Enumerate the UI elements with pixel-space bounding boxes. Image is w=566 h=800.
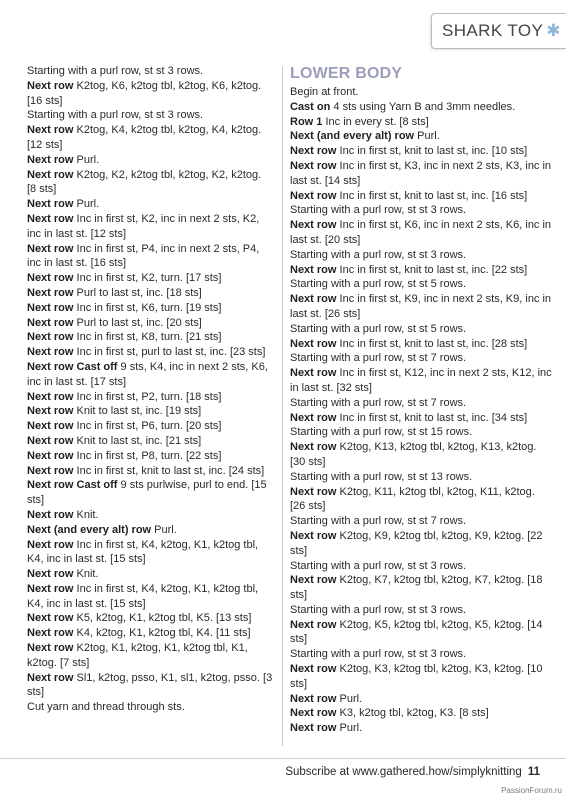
instruction-line [27,567,273,582]
instruction-line [27,419,273,434]
page-number: 11 [527,766,540,778]
row-text: K2tog, K1, k2tog, K1, k2tog tbl, K1, k2tog. [7 sts] [27,642,248,669]
row-text: Inc in first st, K6, inc in next 2 sts, K6, inc in last st. [20 sts] [290,219,552,246]
row-text: Starting with a purl row, st st 3 rows. [27,109,204,122]
row-label: Next row [27,168,74,181]
row-text: Inc in first st, knit to last st, inc. [24 sts] [73,464,265,477]
instruction-line [290,189,552,204]
instruction-line [290,662,552,692]
row-text: Sl1, k2tog, psso, K1, sl1, k2tog, psso. [3 sts] [27,671,273,699]
row-text: Starting with a purl row, st st 3 rows. [290,648,467,661]
row-text: Purl to last st, inc. [20 sts] [73,316,202,329]
row-label: Next row [27,331,74,344]
instruction-line [290,411,552,426]
row-label: Next row [290,663,337,676]
instruction-line [27,538,273,568]
row-label: Cast on [290,100,331,113]
row-label: Next row [290,692,337,705]
row-label: Next row [290,441,337,454]
instruction-line [290,277,552,292]
instruction-line [27,464,273,479]
row-label: Next row [290,337,337,350]
row-text: Knit to last st, inc. [21 sts] [73,434,202,447]
row-label: Next row [290,707,337,720]
row-label: Next row [290,574,337,587]
instruction-line [27,434,273,449]
instruction-line [27,108,273,123]
row-text: Purl to last st, inc. [18 sts] [73,286,202,299]
row-text: K2tog, K3, k2tog tbl, k2tog, K3, k2tog. [10 sts] [290,663,543,690]
instruction-line [27,626,273,641]
row-text: Inc in first st, P2, turn. [18 sts] [73,390,222,403]
row-text: K2tog, K11, k2tog tbl, k2tog, K11, k2tog. [26 sts] [290,485,535,513]
instruction-line [290,647,552,662]
row-text: K5, k2tog, K1, k2tog tbl, K5. [13 sts] [73,612,252,625]
instruction-line [290,366,552,396]
watermark: PassionForum.ru [501,786,562,795]
row-text: Starting with a purl row, st st 7 rows. [290,515,467,528]
instruction-line [27,478,273,508]
instruction-line [27,641,273,671]
row-text: Starting with a purl row, st st 7 rows. [290,396,467,409]
row-label: Next row [290,367,337,380]
row-text: Knit. [73,508,99,521]
row-label: Next row [27,671,74,684]
row-label: Next row [290,219,337,232]
row-label: Next row [290,529,337,542]
row-label: Next (and every alt) row [27,523,152,536]
row-text: Inc in first st, P8, turn. [22 sts] [73,449,222,462]
row-label: Next row Cast off [27,360,118,373]
row-text: Inc in first st, knit to last st, inc. [16 sts] [336,189,528,202]
row-text: Begin at front. [290,86,359,98]
instruction-line [290,248,552,263]
row-text: K2tog, K9, k2tog tbl, k2tog, K9, k2tog. [22 sts] [290,529,543,557]
instruction-line [27,168,273,198]
instruction-line [290,514,552,529]
header-tab [431,13,566,49]
instruction-line [290,218,552,248]
row-label: Next row [27,627,74,640]
row-label: Next row [27,390,74,403]
row-label: Next row [290,145,337,158]
row-text: Purl. [73,153,100,166]
row-text: K2tog, K4, k2tog tbl, k2tog, K4, k2tog. [12 sts] [27,124,262,151]
instruction-line [290,721,552,736]
row-text: Inc in first st, K8, turn. [21 sts] [73,331,222,344]
row-text: Starting with a purl row, st st 3 rows. [290,204,467,217]
row-text: 9 sts purlwise, purl to end. [15 sts] [27,479,267,507]
row-text: Inc in first st, purl to last st, inc. [23 sts] [73,346,266,359]
instruction-line [27,523,273,538]
row-label: Next row Cast off [27,479,118,492]
instruction-line [27,700,273,715]
row-text: Starting with a purl row, st st 13 rows. [290,470,473,483]
footer [285,766,540,778]
row-label: Next row [27,212,74,225]
snowflake-asterisk-icon: ✱ [546,21,561,40]
row-text: Starting with a purl row, st st 3 rows. [27,65,204,77]
instruction-line [290,351,552,366]
row-text: Inc in first st, K4, k2tog, K1, k2tog tbl, K4, inc in last st. [15 sts] [27,538,259,566]
row-text: Inc in every st. [8 sts] [322,115,429,128]
instruction-line [290,85,552,100]
instruction-line [27,360,273,390]
row-text: Knit. [73,568,99,581]
row-label: Next row [27,508,74,521]
row-label: Next row [27,405,74,418]
left-column [27,64,273,715]
row-label: Next row [290,411,337,424]
row-label: Next row [27,124,74,137]
instruction-line [27,242,273,272]
row-text: Purl. [73,198,100,211]
row-text: 4 sts using Yarn B and 3mm needles. [330,100,516,113]
row-text: Inc in first st, K3, inc in next 2 sts, K3, inc in last st. [14 sts] [290,159,552,187]
instruction-line [290,425,552,440]
row-text: K2tog, K5, k2tog tbl, k2tog, K5, k2tog. [14 sts] [290,618,543,646]
row-label: Next row [27,316,74,329]
row-text: Inc in first st, knit to last st, inc. [10 sts] [336,145,528,158]
row-text: Inc in first st, P4, inc in next 2 sts, P4, inc in last st. [16 sts] [27,242,260,270]
row-label: Next row [27,642,74,655]
instruction-line [27,123,273,153]
instruction-line [290,115,552,130]
row-label: Next row [290,159,337,172]
row-label: Next row [27,582,74,595]
page-header-title: SHARK TOY [442,21,544,40]
row-label: Next row [290,293,337,306]
instruction-line [290,322,552,337]
footer-divider [0,758,566,759]
row-label: Next row [27,538,74,551]
right-column-lines [290,85,552,736]
row-label: Next row [27,198,74,211]
row-label: Next row [290,485,337,498]
row-text: 9 sts, K4, inc in next 2 sts, K6, inc in last st. [17 sts] [27,360,268,388]
row-text: Inc in first st, knit to last st, inc. [22 sts] [336,263,528,276]
instruction-line [27,449,273,464]
row-text: Inc in first st, K4, k2tog, K1, k2tog tbl, K4, inc in last st. [15 sts] [27,582,259,610]
instruction-line [27,316,273,331]
row-text: Purl. [151,523,177,536]
section-title: LOWER BODY [290,65,403,82]
row-label: Next row [27,79,74,92]
instruction-line [27,153,273,168]
row-text: Inc in first st, K2, turn. [17 sts] [73,272,222,285]
row-text: K2tog, K6, k2tog tbl, k2tog, K6, k2tog. [16 sts] [27,79,262,107]
row-text: Inc in first st, K12, inc in next 2 sts, K12, inc in last st. [32 sts] [290,367,552,394]
instruction-line [27,390,273,405]
row-text: Starting with a purl row, st st 3 rows. [290,559,467,572]
row-label: Next row [290,263,337,276]
instruction-line [27,345,273,360]
row-label: Next row [27,568,74,581]
instruction-line [290,440,552,470]
row-label: Row 1 [290,115,323,128]
row-label: Next (and every alt) row [290,130,415,143]
instruction-line [27,286,273,301]
row-text: Purl. [414,130,440,143]
row-text: Cut yarn and thread through sts. [27,701,185,714]
row-text: Starting with a purl row, st st 15 rows. [290,426,473,439]
instruction-line [290,618,552,648]
row-label: Next row [290,189,337,202]
instruction-line [290,292,552,322]
instruction-line [290,529,552,559]
row-text: K2tog, K7, k2tog tbl, k2tog, K7, k2tog. [18 sts] [290,574,543,602]
instruction-line [27,64,273,79]
subscribe-text: Subscribe at www.gathered.how/simplyknitting [285,766,522,778]
instruction-line [290,144,552,159]
row-text: K2tog, K13, k2tog tbl, k2tog, K13, k2tog. [30 sts] [290,441,537,468]
instruction-line [290,263,552,278]
instruction-line [290,396,552,411]
column-divider [282,66,283,746]
row-label: Next row [27,286,74,299]
instruction-line [27,508,273,523]
row-label: Next row [27,434,74,447]
instruction-line [290,485,552,515]
row-text: Inc in first st, knit to last st, inc. [34 sts] [336,411,528,424]
row-label: Next row [27,153,74,166]
instruction-line [27,301,273,316]
row-text: Inc in first st, knit to last st, inc. [28 sts] [336,337,528,350]
row-label: Next row [27,301,74,314]
row-text: Inc in first st, P6, turn. [20 sts] [73,420,222,433]
row-text: K4, k2tog, K1, k2tog tbl, K4. [11 sts] [73,627,251,640]
row-text: Purl. [336,722,363,735]
instruction-line [27,271,273,286]
row-label: Next row [27,464,74,477]
row-label: Next row [27,612,74,625]
row-label: Next row [27,272,74,285]
instruction-line [27,212,273,242]
row-text: Starting with a purl row, st st 3 rows. [290,248,467,261]
instruction-line [290,692,552,707]
instruction-line [27,330,273,345]
instruction-line [27,582,273,612]
row-text: K2tog, K2, k2tog tbl, k2tog, K2, k2tog. [8 sts] [27,168,262,196]
row-text: Starting with a purl row, st st 5 rows. [290,278,467,291]
instruction-line [290,159,552,189]
instruction-line [27,611,273,626]
row-text: Inc in first st, K6, turn. [19 sts] [73,301,222,314]
instruction-line [290,603,552,618]
instruction-line [290,203,552,218]
row-label: Next row [27,346,74,359]
instruction-line [290,559,552,574]
right-column [290,64,552,736]
row-text: K3, k2tog tbl, k2tog, K3. [8 sts] [336,707,489,720]
instruction-line [290,129,552,144]
row-label: Next row [27,242,74,255]
instruction-line [290,337,552,352]
instruction-line [290,100,552,115]
row-text: Purl. [336,692,363,705]
instruction-line [27,79,273,109]
row-text: Inc in first st, K2, inc in next 2 sts, K2, inc in last st. [12 sts] [27,212,260,240]
instruction-line [27,197,273,212]
row-label: Next row [27,420,74,433]
row-label: Next row [27,449,74,462]
row-text: Starting with a purl row, st st 5 rows. [290,322,467,335]
row-text: Inc in first st, K9, inc in next 2 sts, K9, inc in last st. [26 sts] [290,293,552,320]
row-label: Next row [290,722,337,735]
row-text: Knit to last st, inc. [19 sts] [73,405,202,418]
instruction-line [27,404,273,419]
instruction-line [290,573,552,603]
row-text: Starting with a purl row, st st 3 rows. [290,603,467,616]
row-text: Starting with a purl row, st st 7 rows. [290,352,467,365]
instruction-line [290,470,552,485]
instruction-line [27,671,273,701]
instruction-line [290,706,552,721]
row-label: Next row [290,618,337,631]
